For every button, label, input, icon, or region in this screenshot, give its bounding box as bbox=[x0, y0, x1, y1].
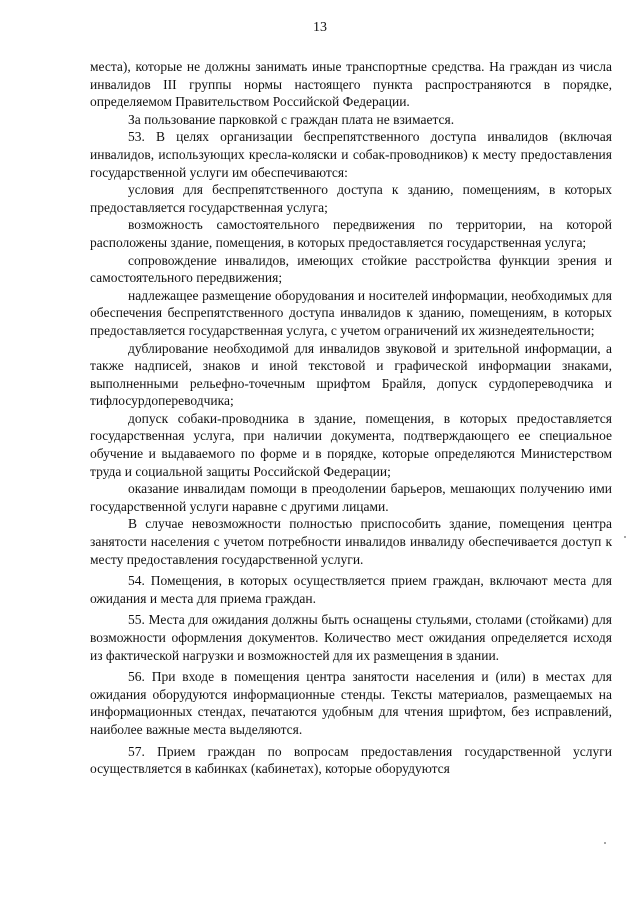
paragraph-53-item-assistance: оказание инвалидам помощи в преодолении барьеров, мешающих получению ими государственной услуги наравне с другими лицами. bbox=[90, 481, 612, 514]
paragraph-continuation: места), которые не должны занимать иные транспортные средства. На граждан из числа инвалидов III группы нормы настоящего пункта распространяются в порядке, определяемом Правительством Российской Федерации. bbox=[90, 59, 612, 110]
scan-speck bbox=[604, 842, 606, 844]
paragraph-56: 56. При входе в помещения центра занятости населения и (или) в местах для ожидания оборудуются информационные стенды. Тексты материалов, размещаемых на информационных стендах, печатаются удобным для чтения шрифтом, без исправлений, наиболее важные места выделяются. bbox=[90, 669, 612, 737]
paragraph-53-item-independent-movement: возможность самостоятельного передвижения по территории, на которой расположены здание, помещения, в которых предоставляется государственная услуга; bbox=[90, 217, 612, 250]
page-number: 13 bbox=[313, 20, 327, 35]
paragraph-57: 57. Прием граждан по вопросам предоставления государственной услуги осуществляется в кабинках (кабинетах), которые оборудуются bbox=[90, 743, 612, 777]
paragraph-53-item-escort: сопровождение инвалидов, имеющих стойкие расстройства функции зрения и самостоятельного передвижения; bbox=[90, 252, 612, 286]
paragraph-55: 55. Места для ожидания должны быть оснащены стульями, столами (стойками) для возможности оформления документов. Количество мест ожидания определяется исходя из фактической нагрузки и возможностей для их размещения в здании. bbox=[90, 612, 612, 663]
paragraph-54: 54. Помещения, в которых осуществляется прием граждан, включают места для ожидания и места для приема граждан. bbox=[90, 573, 612, 606]
scan-speck bbox=[624, 536, 626, 538]
paragraph-53-item-duplication: дублирование необходимой для инвалидов звуковой и зрительной информации, а также надписей, знаков и иной текстовой и графической информации знаками, выполненными рельефно-точечным шрифтом Брайля, допуск сурдопереводчика и тифлосурдопереводчика; bbox=[90, 340, 612, 409]
paragraph-impossibility: В случае невозможности полностью приспособить здание, помещения центра занятости населения с учетом потребности инвалидов инвалиду обеспечивается доступ к месту предоставления государственной услуги. bbox=[90, 516, 612, 567]
document-body bbox=[90, 58, 612, 778]
paragraph-53-item-access-conditions: условия для беспрепятственного доступа к зданию, помещениям, в которых предоставляется государственная услуга; bbox=[90, 182, 612, 215]
paragraph-53-item-equipment-placement: надлежащее размещение оборудования и носителей информации, необходимых для обеспечения беспрепятственного доступа инвалидов к зданию, помещениям, в которых предоставляется государственная услуга, с учетом ограничений их жизнедеятельности; bbox=[90, 287, 612, 338]
paragraph-parking-fee: За пользование парковкой с граждан плата не взимается. bbox=[128, 111, 455, 127]
paragraph-53: 53. В целях организации беспрепятственного доступа инвалидов (включая инвалидов, использующих кресла-коляски и собак-проводников) к месту предоставления государственной услуги им обеспечиваются: bbox=[90, 129, 612, 180]
paragraph-53-item-guide-dog: допуск собаки-проводника в здание, помещения, в которых предоставляется государственная услуга, при наличии документа, подтверждающего ее специальное обучение и выдаваемого по форме и в порядке, которые определяются Министерством труда и социальной защиты Российской Федерации; bbox=[90, 410, 612, 479]
